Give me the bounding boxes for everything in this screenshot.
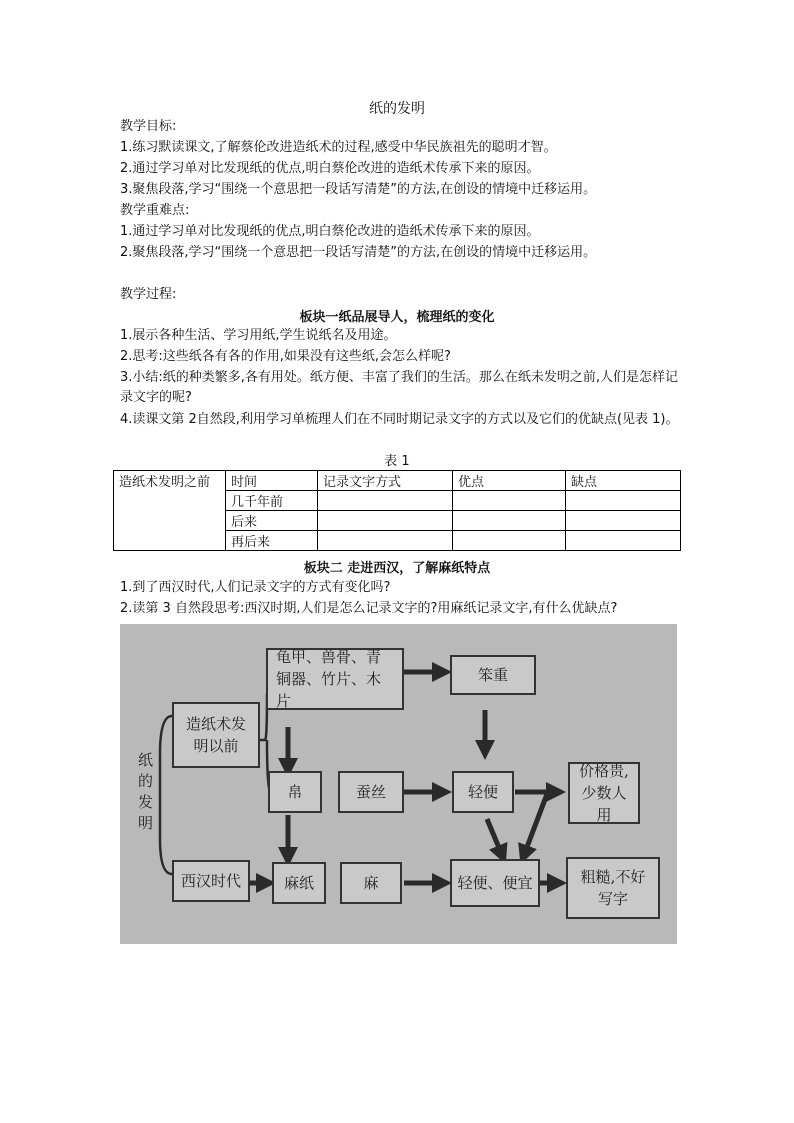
table-header-cell: 时间: [226, 471, 318, 491]
diagram-node-hemp-paper: 麻纸: [272, 862, 326, 904]
table-cell: 再后来: [226, 531, 318, 551]
table-cell: [566, 531, 681, 551]
diagram-node-expensive: 价格贵,少数人用: [568, 762, 640, 824]
table-cell: [453, 511, 566, 531]
objective-item: 2.通过学习单对比发现纸的优点,明白蔡伦改进的造纸术传承下来的原因。: [120, 161, 540, 176]
table-cell: [318, 511, 453, 531]
section1-item: 2.思考:这些纸各有各的作用,如果没有这些纸,会怎么样呢?: [120, 349, 451, 364]
key-point-item: 1.通过学习单对比发现纸的优点,明白蔡伦改进的造纸术传承下来的原因。: [120, 224, 540, 239]
table-header-cell: 优点: [453, 471, 566, 491]
diagram-node-rough: 粗糙,不好写字: [566, 857, 660, 919]
table-cell: [566, 511, 681, 531]
diagram-root-label: 纸的发明: [136, 752, 154, 836]
diagram-node-light: 轻便: [452, 771, 514, 813]
table-cell: 后来: [226, 511, 318, 531]
table-cell: [318, 531, 453, 551]
table-cell: [566, 491, 681, 511]
table-caption: 表 1: [384, 454, 410, 469]
paper-invention-diagram: [120, 624, 677, 944]
section2-item: 1.到了西汉时代,人们记录文字的方式有变化吗?: [120, 580, 391, 595]
key-point-item: 2.聚焦段落,学习“围绕一个意思把一段话写清楚”的方法,在创设的情境中迁移运用。: [120, 245, 597, 260]
table-header-cell: 记录文字方式: [318, 471, 453, 491]
record-methods-table: [113, 470, 681, 551]
table-row-header: 造纸术发明之前: [114, 471, 226, 551]
process-heading: 教学过程:: [120, 287, 177, 302]
table-cell: [453, 531, 566, 551]
diagram-node-light-cheap: 轻便、便宜: [450, 859, 540, 907]
section1-item: 4.读课文第 2自然段,利用学习单梳理人们在不同时期记录文字的方式以及它们的优缺点(见表 1)。: [120, 412, 679, 427]
table-row: [114, 471, 681, 491]
section1-item: 1.展示各种生活、学习用纸,学生说纸名及用途。: [120, 328, 397, 343]
diagram-node-silkworm: 蚕丝: [338, 771, 404, 813]
table-cell: [318, 491, 453, 511]
objectives-heading: 教学目标:: [120, 119, 177, 134]
table-header-cell: 缺点: [566, 471, 681, 491]
key-points-heading: 教学重难点:: [120, 203, 190, 218]
diagram-node-silk: 帛: [268, 771, 322, 813]
objective-item: 3.聚焦段落,学习“围绕一个意思把一段话写清楚”的方法,在创设的情境中迁移运用。: [120, 182, 597, 197]
table-cell: [453, 491, 566, 511]
table-cell: 几千年前: [226, 491, 318, 511]
diagram-node-heavy: 笨重: [450, 655, 536, 695]
diagram-node-hemp: 麻: [340, 862, 402, 904]
section2-item: 2.读第 3 自然段思考:西汉时期,人们是怎么记录文字的?用麻纸记录文字,有什么优缺点?: [120, 601, 618, 616]
objective-item: 1.练习默读课文,了解蔡伦改进造纸术的过程,感受中华民族祖先的聪明才智。: [120, 140, 557, 155]
diagram-node-before: 造纸术发明以前: [172, 702, 260, 768]
section1-heading: 板块一纸品展导人，梳理纸的变化: [299, 310, 495, 325]
diagram-node-han: 西汉时代: [172, 860, 250, 902]
page-title: 纸的发明: [369, 101, 425, 117]
section1-item: 3.小结:纸的种类繁多,各有用处。纸方便、丰富了我们的生活。那么在纸未发明之前,人们是怎样记录文字的呢?: [120, 370, 679, 405]
diagram-node-materials: 龟甲、兽骨、青铜器、竹片、木片: [266, 648, 404, 710]
section2-heading: 板块二 走进西汉，了解麻纸特点: [303, 561, 491, 576]
